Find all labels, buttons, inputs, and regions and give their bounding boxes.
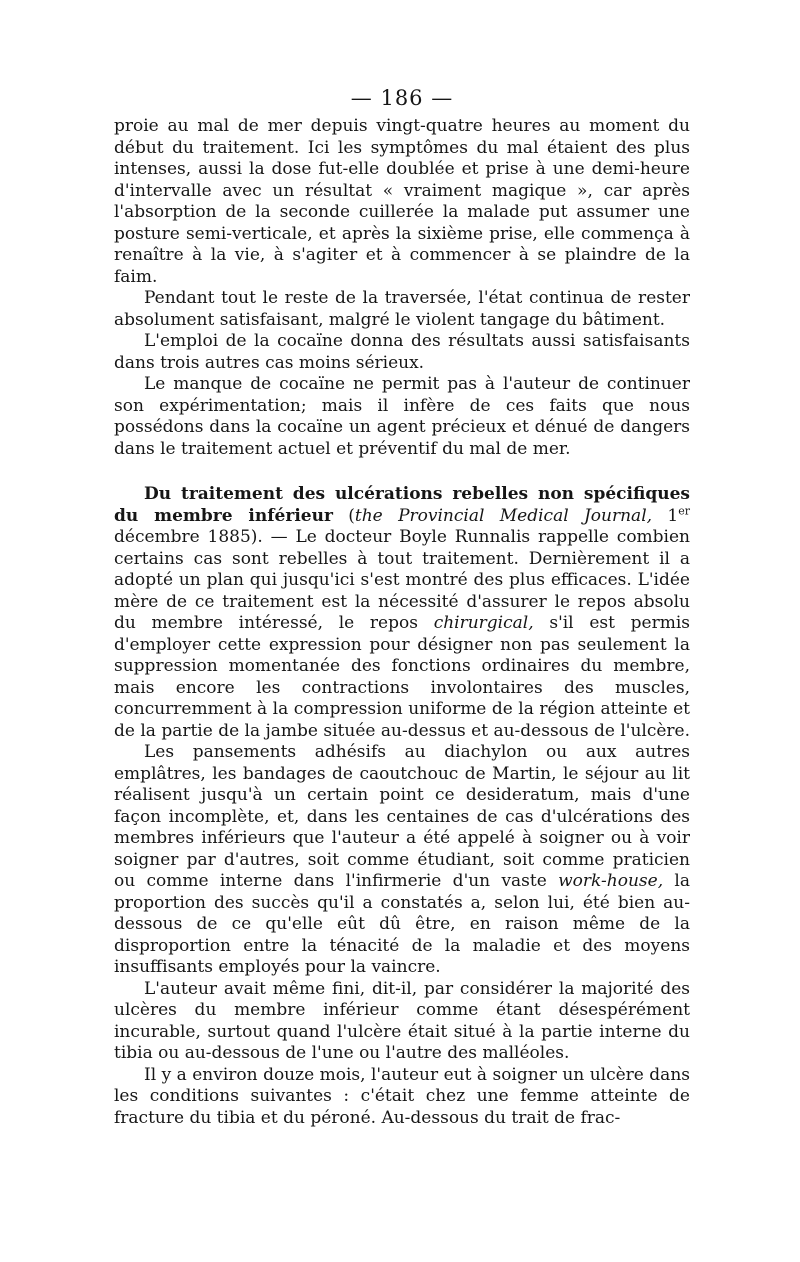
paragraph-incurable: L'auteur avait même fini, dit-il, par considérer la majorité des ulcères du membre inférieur comme étant désespérément incurable, surtout quand l'ulcère était situé à la partie interne du tibia ou au-dessous de l'une ou l'autre des malléoles. [114, 978, 690, 1063]
intro-italic: chirurgical, [433, 613, 534, 633]
p2-start: Les pansements adhésifs au diachylon ou aux autres emplâtres, les bandages de caoutchouc de Martin, le séjour au lit réalisent jusqu'à un certain point ce desideratum, mais d'une façon incomplète, et, dans les centaines de cas d'ulcérations des membres inférieurs que l'auteur a été appelé à soigner ou à voir soigner par d'autres, soit comme étudiant, soit comme praticien ou comme interne dans l'infirmerie d'un vaste [114, 742, 690, 891]
paragraph-cocaine-results: L'emploi de la cocaïne donna des résultats aussi satisfaisants dans trois autres cas moins sérieux. [114, 331, 690, 373]
journal-title: the Provincial Medical Journal, [354, 505, 653, 526]
section-heading: Du traitement des ulcérations rebelles non spécifiques du membre inférieur [114, 484, 690, 526]
intro-end: s'il est permis d'employer cette expression pour désigner non pas seulement la suppression momentanée des fonctions ordinaires du membre, mais encore les contractions involontaires des muscles, concurremment à la compression uniforme de la région atteinte et de la partie de la jambe située au-dessus et au-dessous de l'ulcère. [114, 613, 691, 741]
page-body [114, 84, 690, 1129]
paragraph-traversee: Pendant tout le reste de la traversée, l'état continua de rester absolument satisfaisant, malgré le violent tangage du bâtiment. [114, 288, 690, 330]
page-number: — 186 — [350, 86, 454, 110]
date-rest: décembre 1885). [114, 527, 263, 547]
intro-text: — Le docteur Boyle Runnalis rappelle combien certains cas sont rebelles à tout traitement. Dernièrement il a adopté un plan qui jusqu'ici s'est montré des plus efficaces. L'idée mère de ce traitement est la nécessité d'assurer le repos absolu du membre intéressé, le repos [114, 527, 690, 633]
section-intro-paragraph [114, 484, 690, 742]
date-superscript: er [678, 503, 690, 517]
paragraph-pansements [114, 742, 690, 979]
p2-end: la proportion des succès qu'il a constatés a, selon lui, été bien au-dessous de ce qu'elle eût dû être, en raison même de la disproportion entre la ténacité de la maladie et des moyens insuffisants employés pour la vaincre. [114, 871, 690, 977]
date-day: 1 [652, 505, 679, 526]
paragraph-conclusion: Le manque de cocaïne ne permit pas à l'auteur de continuer son expérimentation; mais il infère de ces faits que nous possédons dans la cocaïne un agent précieux et dénué de dangers dans le traitement actuel et préventif du mal de mer. [114, 374, 690, 459]
paragraph-case: Il y a environ douze mois, l'auteur eut à soigner un ulcère dans les conditions suivantes : c'était chez une femme atteinte de fracture du tibia et du péroné. Au-dessous du trait de frac- [114, 1064, 690, 1128]
citation-open: ( [332, 505, 355, 526]
paragraph-continuation: proie au mal de mer depuis vingt-quatre heures au moment du début du traitement. Ici les symptômes du mal étaient des plus intenses, aussi la dose fut-elle doublée et prise à une demi-heure d'intervalle avec un résultat « vraiment magique », car après l'absorption de la seconde cuillerée la malade put assumer une posture semi-verticale, et après la sixième prise, elle commença à renaître à la vie, à s'agiter et à commencer à se plaindre de la faim. [114, 116, 690, 287]
p2-italic: work-house, [558, 871, 664, 891]
